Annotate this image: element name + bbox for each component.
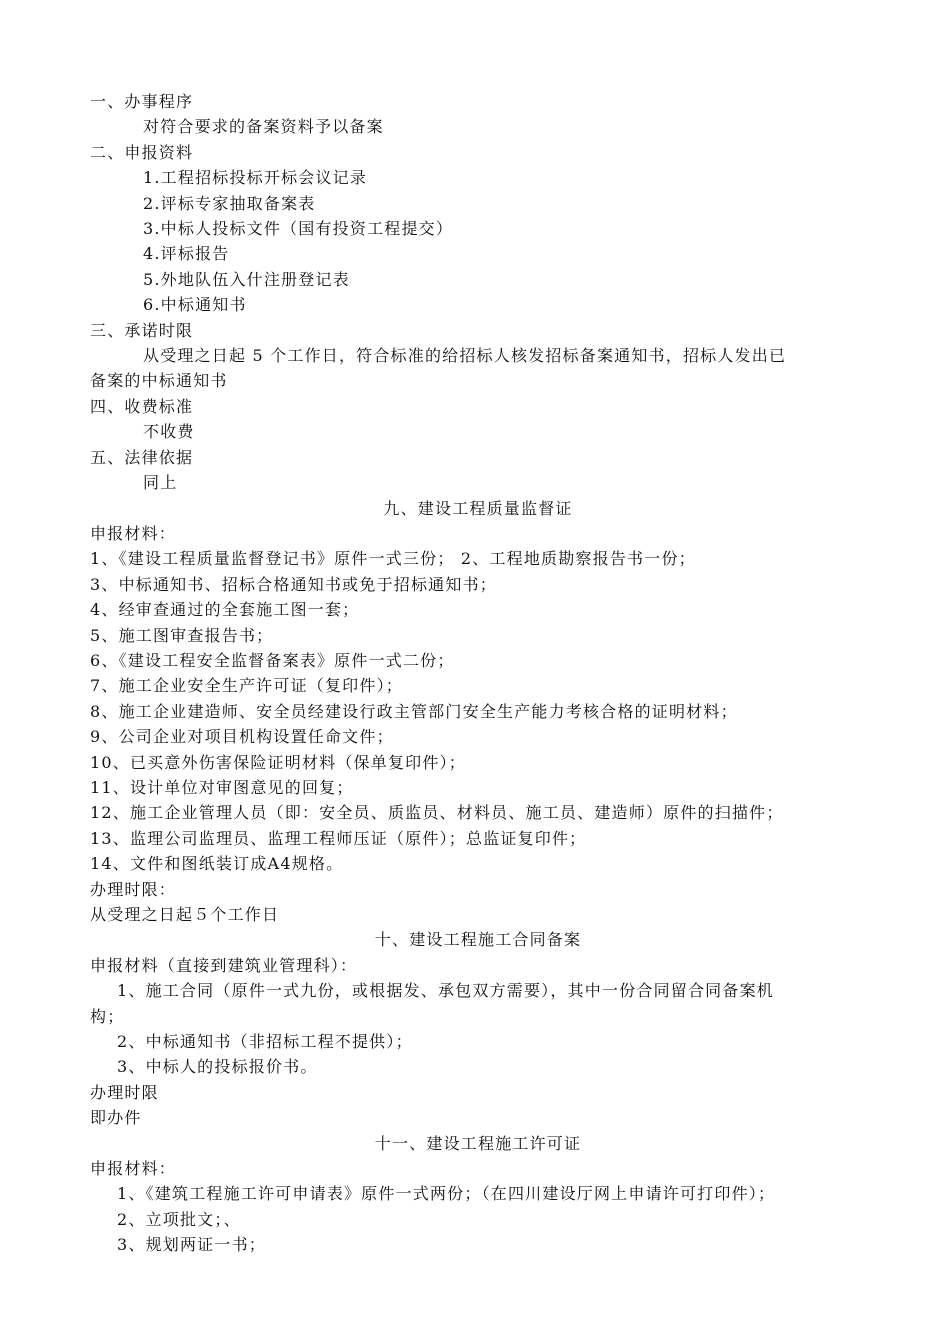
list-item: 11、设计单位对审图意见的回复；: [90, 777, 354, 797]
section-text-continued: 备案的中标通知书: [90, 371, 228, 391]
list-item: 4、经审查通过的全套施工图一套；: [90, 600, 360, 620]
section-text: 不收费: [143, 422, 195, 442]
time-text: 即办件: [90, 1108, 142, 1128]
materials-label: 申报材料：: [90, 523, 177, 543]
list-item: 1、《建设工程质量监督登记书》原件一式三份； 2、工程地质勘察报告书一份；: [90, 549, 696, 569]
list-item: 1、施工合同（原件一式九份，或根据发、承包双方需要），其中一份合同留合同备案机: [117, 981, 774, 1001]
list-item: 3、中标人的投标报价书。: [117, 1057, 318, 1077]
list-item: 2.评标专家抽取备案表: [143, 193, 316, 213]
list-item: 10、已买意外伤害保险证明材料（保单复印件）；: [90, 752, 466, 772]
list-item: 1.工程招标投标开标会议记录: [143, 168, 368, 188]
list-item: 5.外地队伍入什注册登记表: [143, 269, 350, 289]
list-item: 3.中标人投标文件（国有投资工程提交）: [143, 219, 454, 239]
section-text: 对符合要求的备案资料予以备案: [143, 117, 384, 137]
list-item: 12、施工企业管理人员（即：安全员、质监员、材料员、施工员、建造师）原件的扫描件；: [90, 803, 784, 823]
time-label: 办理时限: [90, 1082, 159, 1102]
materials-label: 申报材料（直接到建筑业管理科）：: [90, 955, 358, 975]
list-item-continued: 构；: [90, 1006, 125, 1026]
section-heading: 四、收费标准: [90, 396, 194, 416]
list-item: 3、规划两证一书；: [117, 1235, 266, 1255]
list-item: 5、施工图审查报告书；: [90, 625, 274, 645]
section-heading: 一、办事程序: [90, 92, 194, 111]
list-item: 14、文件和图纸装订成A4规格。: [90, 854, 344, 874]
list-item: 6、《建设工程安全监督备案表》原件一式二份；: [90, 650, 455, 670]
section-title: 十一、建设工程施工许可证: [374, 1133, 582, 1153]
list-item: 4.评标报告: [143, 244, 230, 264]
time-label: 办理时限：: [90, 879, 177, 899]
time-text: 从受理之日起５个工作日: [90, 905, 280, 924]
materials-label: 申报材料：: [90, 1159, 177, 1179]
list-item: 8、施工企业建造师、安全员经建设行政主管部门安全生产能力考核合格的证明材料；: [90, 701, 738, 721]
section-text: 从受理之日起 5 个工作日，符合标准的给招标人核发招标备案通知书，招标人发出已: [143, 346, 787, 366]
list-item: 2、立项批文；、: [117, 1209, 241, 1229]
document-page: [90, 89, 866, 1258]
list-item: 6.中标通知书: [143, 295, 247, 315]
section-heading: 三、承诺时限: [90, 320, 194, 340]
section-title: 九、建设工程质量监督证: [383, 498, 573, 518]
list-item: 3、中标通知书、招标合格通知书或免于招标通知书；: [90, 574, 497, 594]
list-item: 13、监理公司监理员、监理工程师压证（原件）；总监证复印件；: [90, 828, 587, 848]
list-item: 1、《建筑工程施工许可申请表》原件一式两份；（在四川建设厅网上申请许可打印件）；: [117, 1184, 776, 1204]
section-heading: 二、申报资料: [90, 142, 194, 162]
section-title: 十、建设工程施工合同备案: [374, 930, 582, 950]
section-heading: 五、法律依据: [90, 447, 194, 467]
list-item: 2、中标通知书（非招标工程不提供）；: [117, 1032, 413, 1052]
list-item: 7、施工企业安全生产许可证（复印件）；: [90, 676, 403, 696]
section-text: 同上: [143, 473, 178, 493]
list-item: 9、公司企业对项目机构设置任命文件；: [90, 727, 394, 747]
